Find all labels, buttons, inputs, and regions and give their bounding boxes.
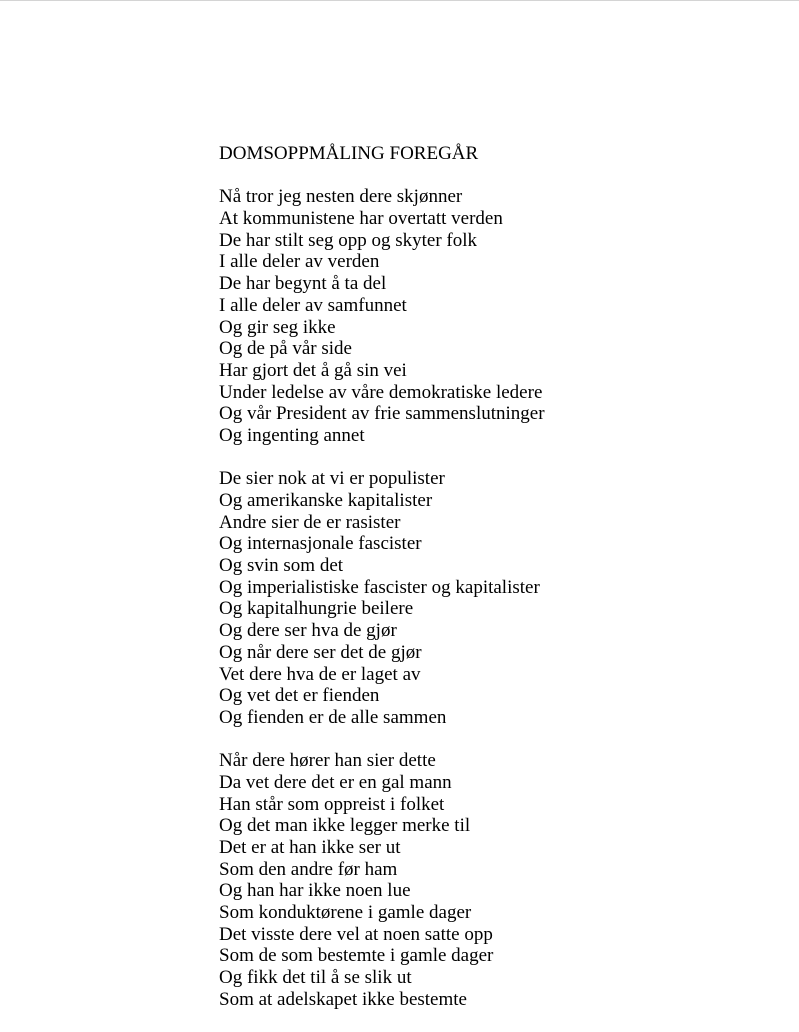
poem-line: Og ingenting annet bbox=[219, 424, 365, 446]
poem-line: Og fienden er de alle sammen bbox=[219, 706, 447, 728]
document-page bbox=[219, 143, 779, 1032]
poem-line: Det visste dere vel at noen satte opp bbox=[219, 923, 493, 945]
poem-line: De har begynt å ta del bbox=[219, 273, 387, 295]
poem-line: I alle deler av verden bbox=[219, 251, 380, 273]
poem-line: Og det man ikke legger merke til bbox=[219, 815, 471, 837]
poem-line: Og vår President av frie sammenslutninger bbox=[219, 403, 545, 425]
stanza-3 bbox=[219, 750, 779, 1010]
poem-line: Og når dere ser det de gjør bbox=[219, 641, 422, 663]
poem-line: Og amerikanske kapitalister bbox=[219, 490, 433, 511]
poem-line: Som de som bestemte i gamle dager bbox=[219, 945, 494, 967]
poem-line: Har gjort det å gå sin vei bbox=[219, 359, 407, 381]
poem-line: De har stilt seg opp og skyter folk bbox=[219, 229, 478, 251]
poem-line: Og de på vår side bbox=[219, 338, 352, 360]
poem-line: Han står som oppreist i folket bbox=[219, 793, 445, 815]
poem-title: DOMSOPPMÅLING FOREGÅR bbox=[219, 143, 479, 164]
poem-line: Og han har ikke noen lue bbox=[219, 880, 411, 902]
poem-line: Da vet dere det er en gal mann bbox=[219, 771, 452, 793]
poem-line: At kommunistene har overtatt verden bbox=[219, 208, 503, 230]
stanza-1 bbox=[219, 186, 779, 446]
poem-line: Og vet det er fienden bbox=[219, 685, 380, 707]
poem-line: Og svin som det bbox=[219, 555, 344, 577]
poem-line: Andre sier de er rasister bbox=[219, 511, 401, 533]
poem-line: Når dere hører han sier dette bbox=[219, 750, 436, 772]
poem-line: Og imperialistiske fascister og kapitalister bbox=[219, 576, 540, 598]
poem-line: Og kapitalhungrie beilere bbox=[219, 598, 414, 620]
poem-line: Og dere ser hva de gjør bbox=[219, 620, 397, 642]
poem-line: De sier nok at vi er populister bbox=[219, 468, 445, 490]
poem-line: Som konduktørene i gamle dager bbox=[219, 902, 472, 924]
poem-line: Og gir seg ikke bbox=[219, 316, 336, 338]
poem-line: Vet dere hva de er laget av bbox=[219, 663, 421, 685]
poem-line: Og fikk det til å se slik ut bbox=[219, 967, 412, 989]
poem-line: I alle deler av samfunnet bbox=[219, 294, 407, 316]
page-top-border bbox=[0, 0, 799, 1]
poem-line: Som at adelskapet ikke bestemte bbox=[219, 988, 467, 1010]
stanza-2 bbox=[219, 468, 779, 728]
poem-line: Og internasjonale fascister bbox=[219, 533, 422, 555]
poem-line: Nå tror jeg nesten dere skjønner bbox=[219, 186, 463, 208]
poem-line: Som den andre før ham bbox=[219, 858, 398, 880]
poem-line: Det er at han ikke ser ut bbox=[219, 837, 401, 858]
poem-line: Under ledelse av våre demokratiske ledere bbox=[219, 381, 543, 403]
